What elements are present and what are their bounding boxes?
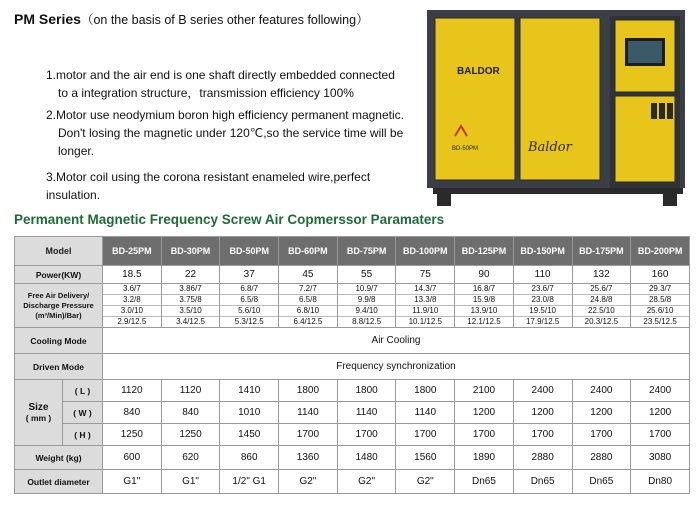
outlet-value: G1"	[161, 470, 220, 494]
size-value: 840	[161, 402, 220, 424]
fad-value: 24.8/8	[573, 295, 631, 306]
size-value: 1700	[455, 424, 514, 446]
size-value: 2100	[455, 380, 514, 402]
model-column-header: BD-75PM	[337, 237, 396, 266]
model-column-header: BD-125PM	[455, 237, 514, 266]
outlet-value: Dn65	[572, 470, 631, 494]
model-column-header: BD-60PM	[279, 237, 338, 266]
fad-cell	[161, 284, 220, 328]
size-value: 1010	[220, 402, 279, 424]
weight-value: 860	[220, 446, 279, 470]
driven-label: Driven Mode	[15, 354, 103, 380]
size-value: 1800	[279, 380, 338, 402]
feature-1-line-1: 1.motor and the air end is one shaft directly embedded connected	[46, 68, 395, 82]
fad-cell	[631, 284, 690, 328]
fad-value: 3.0/10	[103, 306, 161, 317]
fad-value: 3.75/8	[162, 295, 220, 306]
fad-value: 6.5/8	[220, 295, 278, 306]
fad-value: 10.9/7	[338, 284, 396, 295]
fad-value: 6.8/10	[279, 306, 337, 317]
size-value: 1410	[220, 380, 279, 402]
fad-value: 8.8/12.5	[352, 317, 382, 326]
right-bottom-panel	[615, 96, 675, 182]
fad-value: 11.9/10	[396, 306, 454, 317]
power-value: 37	[220, 266, 279, 284]
fad-value: 19.5/10	[514, 306, 572, 317]
spec-table	[14, 236, 690, 494]
size-value: 1200	[455, 402, 514, 424]
fad-value: 6.4/12.5	[293, 317, 323, 326]
size-value: 1140	[396, 402, 455, 424]
size-value: 1800	[396, 380, 455, 402]
outlet-value: 1/2" G1	[220, 470, 279, 494]
dimension-label: ( W )	[63, 402, 103, 424]
power-value: 110	[513, 266, 572, 284]
size-value: 1120	[161, 380, 220, 402]
fad-value: 16.8/7	[455, 284, 513, 295]
size-unit: ( mm )	[25, 413, 52, 423]
cooling-value: Air Cooling	[103, 328, 690, 354]
weight-value: 1890	[455, 446, 514, 470]
weight-value: 2880	[513, 446, 572, 470]
weight-value: 2880	[572, 446, 631, 470]
fad-value: 13.3/8	[396, 295, 454, 306]
fad-value: 3.6/7	[103, 284, 161, 295]
size-value: 2400	[513, 380, 572, 402]
fad-label-line: Discharge Pressure	[23, 300, 94, 310]
outlet-label: Outlet diameter	[15, 470, 103, 494]
table-title: Permanent Magnetic Frequency Screw Air Copmerssor Paramaters	[14, 212, 445, 227]
cooling-label: Cooling Mode	[15, 328, 103, 354]
vent-grille	[651, 103, 673, 119]
power-value: 18.5	[103, 266, 162, 284]
outlet-value: G2"	[337, 470, 396, 494]
size-value: 1700	[337, 424, 396, 446]
size-value: 1120	[103, 380, 162, 402]
fad-value: 17.9/12.5	[525, 317, 560, 326]
model-column-header: BD-100PM	[396, 237, 455, 266]
feature-1-line-2: to a integration structure，transmission efficiency 100%	[58, 86, 354, 100]
fad-value: 20.3/12.5	[584, 317, 619, 326]
size-value: 1200	[572, 402, 631, 424]
table-row	[15, 470, 690, 494]
fad-value: 7.2/7	[279, 284, 337, 295]
size-title: Size	[28, 402, 49, 413]
size-value: 1200	[631, 402, 690, 424]
feature-3-line-1: 3.Motor coil using the corona resistant enameled wire,perfect insulation.	[46, 170, 371, 202]
fad-cell	[279, 284, 338, 328]
model-label-text: BD-50PM	[452, 146, 479, 152]
model-column-header: BD-30PM	[161, 237, 220, 266]
size-value: 1700	[513, 424, 572, 446]
dimension-label: ( L )	[63, 380, 103, 402]
center-panel	[520, 18, 600, 180]
left-panel	[435, 18, 515, 180]
power-value: 75	[396, 266, 455, 284]
outlet-value: G1"	[103, 470, 162, 494]
page-header	[14, 10, 369, 28]
feature-2-line-2: Don't losing the magnetic under 120℃,so the service time will be longer.	[58, 126, 404, 158]
weight-value: 620	[161, 446, 220, 470]
fad-cell	[337, 284, 396, 328]
size-value: 1700	[572, 424, 631, 446]
weight-label: Weight (kg)	[15, 446, 103, 470]
table-row	[15, 402, 690, 424]
outlet-value: G2"	[396, 470, 455, 494]
model-column-header: BD-150PM	[513, 237, 572, 266]
fad-value: 12.1/12.5	[467, 317, 501, 326]
fad-value: 15.9/8	[455, 295, 513, 306]
driven-value: Frequency synchronization	[103, 354, 690, 380]
table-row	[15, 380, 690, 402]
table-row	[15, 354, 690, 380]
fad-value: 6.5/8	[279, 295, 337, 306]
feature-2-line-1: 2.Motor use neodymium boron high efficiency permanent magnetic.	[46, 108, 404, 122]
outlet-value: Dn65	[455, 470, 514, 494]
fad-cell	[455, 284, 514, 328]
size-value: 1700	[396, 424, 455, 446]
weight-value: 600	[103, 446, 162, 470]
weight-value: 1480	[337, 446, 396, 470]
fad-cell	[396, 284, 455, 328]
fad-cell	[513, 284, 572, 328]
model-column-header: BD-200PM	[631, 237, 690, 266]
fad-cell	[572, 284, 631, 328]
table-row	[15, 446, 690, 470]
outlet-value: Dn65	[513, 470, 572, 494]
foot-right	[663, 192, 677, 206]
fad-value: 10.1/12.5	[408, 317, 442, 326]
weight-value: 1560	[396, 446, 455, 470]
outlet-value: G2"	[279, 470, 338, 494]
power-value: 45	[279, 266, 338, 284]
fad-value: 29.3/7	[631, 284, 689, 295]
fad-cell	[103, 284, 162, 328]
fad-value: 22.5/10	[573, 306, 631, 317]
fad-value: 13.9/10	[455, 306, 513, 317]
size-value: 2400	[631, 380, 690, 402]
size-value: 1250	[103, 424, 162, 446]
weight-value: 1360	[279, 446, 338, 470]
series-title: PM Series	[14, 11, 81, 27]
fad-cell	[220, 284, 279, 328]
size-value: 1700	[631, 424, 690, 446]
fad-value: 23.6/7	[514, 284, 572, 295]
size-label	[15, 380, 63, 446]
power-value: 90	[455, 266, 514, 284]
fad-label-line: Free Air Delivery/	[27, 290, 90, 300]
power-value: 22	[161, 266, 220, 284]
fad-value: 23.0/8	[514, 295, 572, 306]
fad-value: 5.3/12.5	[234, 317, 264, 326]
fad-value: 14.3/7	[396, 284, 454, 295]
compressor-image	[425, 8, 690, 208]
foot-left	[437, 192, 451, 206]
fad-value: 9.9/8	[338, 295, 396, 306]
fad-value: 9.4/10	[338, 306, 396, 317]
series-note: （on the basis of B series other features following）	[80, 13, 369, 27]
size-value: 2400	[572, 380, 631, 402]
size-value: 1800	[337, 380, 396, 402]
brand-text: BALDOR	[457, 66, 500, 77]
model-header: Model	[15, 237, 103, 266]
fad-value: 6.8/7	[220, 284, 278, 295]
fad-value: 28.5/8	[631, 295, 689, 306]
size-value: 1450	[220, 424, 279, 446]
fad-value: 3.2/8	[103, 295, 161, 306]
fad-label-line: (m³/Min)/Bar)	[35, 310, 82, 320]
size-value: 1200	[513, 402, 572, 424]
model-column-header: BD-175PM	[572, 237, 631, 266]
table-row	[15, 284, 690, 328]
table-row	[15, 237, 690, 266]
power-value: 160	[631, 266, 690, 284]
fad-label	[15, 284, 103, 328]
feature-list	[46, 66, 426, 204]
size-value: 1700	[279, 424, 338, 446]
weight-value: 3080	[631, 446, 690, 470]
size-value: 840	[103, 402, 162, 424]
size-value: 1250	[161, 424, 220, 446]
size-value: 1140	[279, 402, 338, 424]
table-row	[15, 266, 690, 284]
size-value: 1140	[337, 402, 396, 424]
fad-value: 5.6/10	[220, 306, 278, 317]
fad-value: 3.4/12.5	[176, 317, 205, 326]
fad-value: 25.6/7	[573, 284, 631, 295]
power-value: 55	[337, 266, 396, 284]
fad-value: 25.6/10	[631, 306, 689, 317]
model-column-header: BD-25PM	[103, 237, 162, 266]
fad-value: 3.86/7	[162, 284, 220, 295]
fad-value: 3.5/10	[162, 306, 220, 317]
fad-value: 23.5/12.5	[643, 317, 677, 326]
power-value: 132	[572, 266, 631, 284]
table-row	[15, 424, 690, 446]
script-logo-text: Baldor	[528, 140, 572, 155]
fad-value: 2.9/12.5	[117, 317, 147, 326]
base-frame	[433, 188, 683, 194]
outlet-value: Dn80	[631, 470, 690, 494]
table-row	[15, 328, 690, 354]
power-label: Power(KW)	[15, 266, 103, 284]
screen-display	[628, 41, 662, 63]
model-column-header: BD-50PM	[220, 237, 279, 266]
dimension-label: ( H )	[63, 424, 103, 446]
